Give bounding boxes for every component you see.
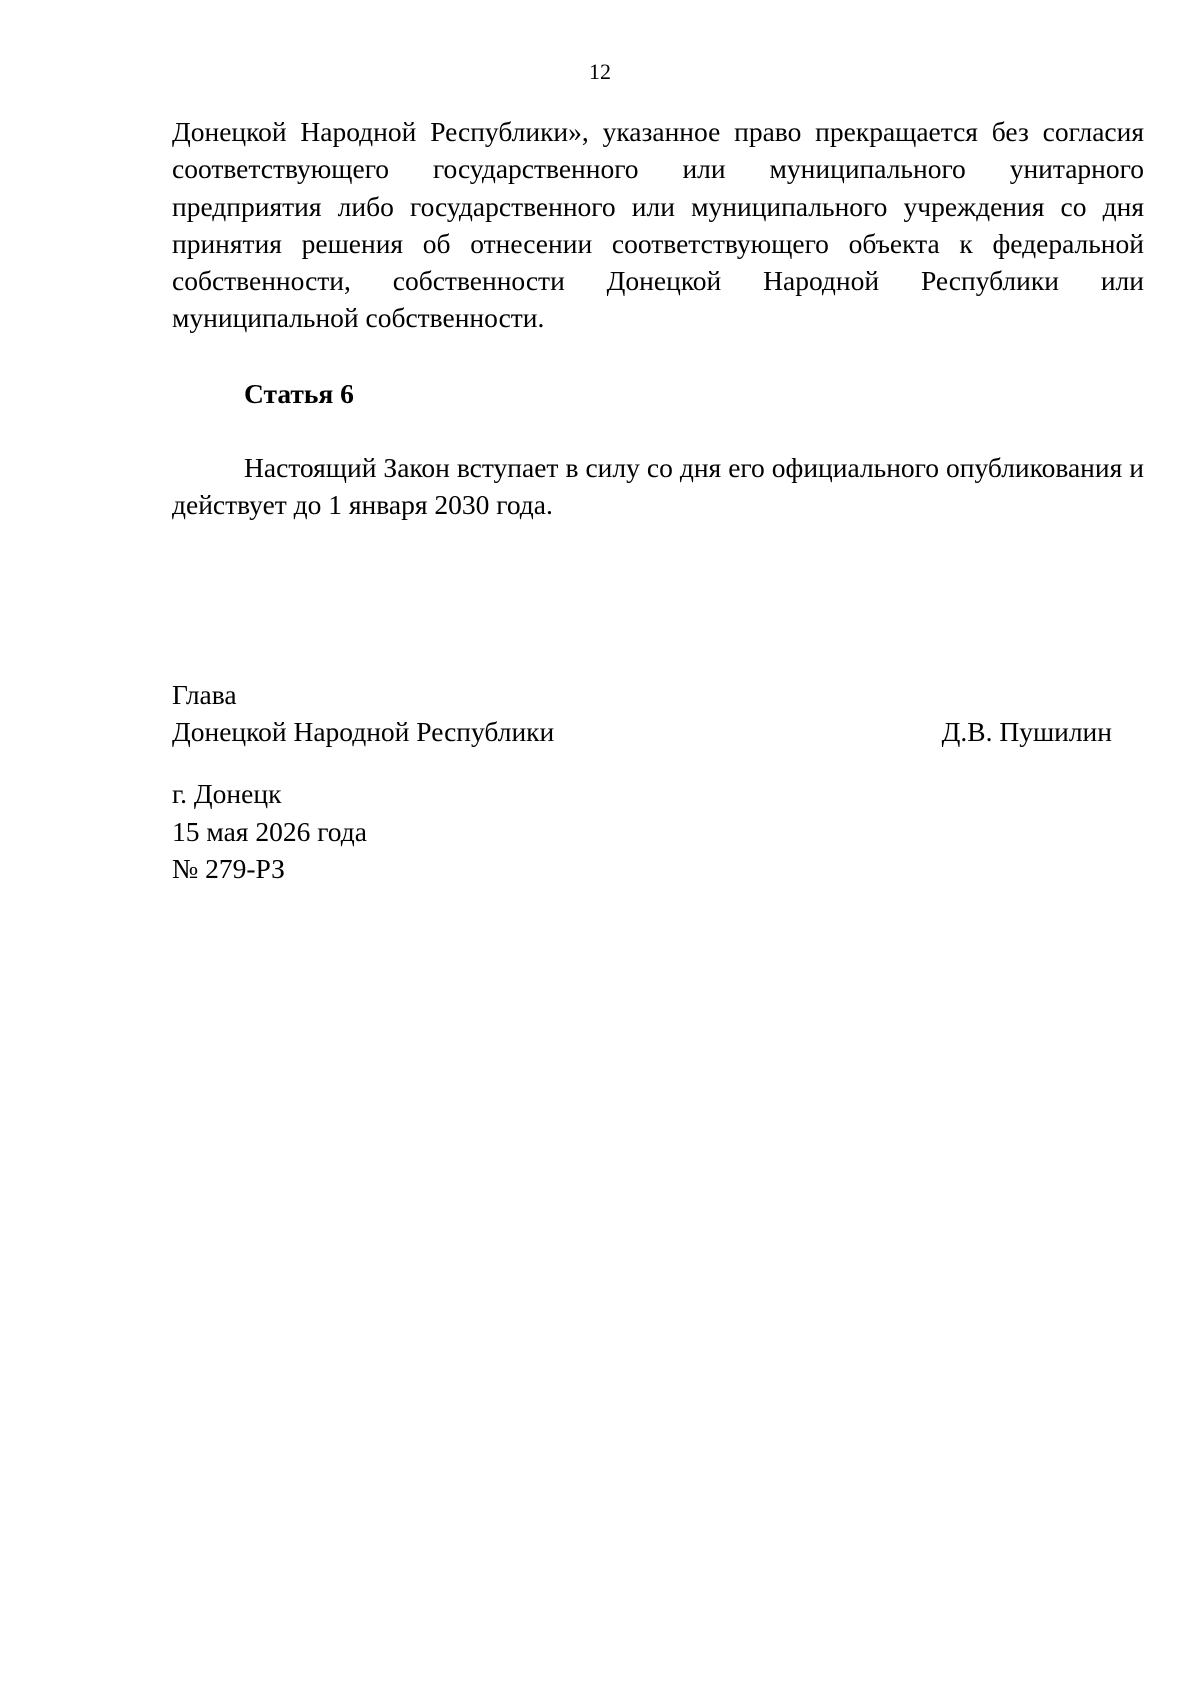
page-number: 12 [589, 59, 611, 84]
signatory-title-line1: Глава [172, 679, 237, 710]
law-number: № 279-РЗ [172, 853, 285, 884]
signatory-title-line2: Донецкой Народной Республики [172, 716, 555, 747]
date: 15 мая 2026 года [172, 815, 367, 847]
city: г. Донецк [172, 778, 282, 809]
paragraph-continued: Донецкой Народной Республики», указанное право прекращается без согласия соответствующего государственного или муниципального унитарного предприятия либо государственного или муниципального учреждения со дня принятия решения об отнесении соответствующего объекта к федеральной собственности, собственности Донецкой Народной Республики или муниципальной собственности. [172, 116, 1144, 334]
signatory-row [172, 713, 1112, 750]
article-heading: Статья 6 [244, 378, 354, 409]
place-date-block [172, 775, 367, 888]
signature-block [172, 676, 1112, 750]
article-text: Настоящий Закон вступает в силу со дня его официального опубликования и действует до 1 января 2030 года. [172, 452, 1144, 521]
signatory-name: Д.В. Пушилин [941, 716, 1112, 747]
